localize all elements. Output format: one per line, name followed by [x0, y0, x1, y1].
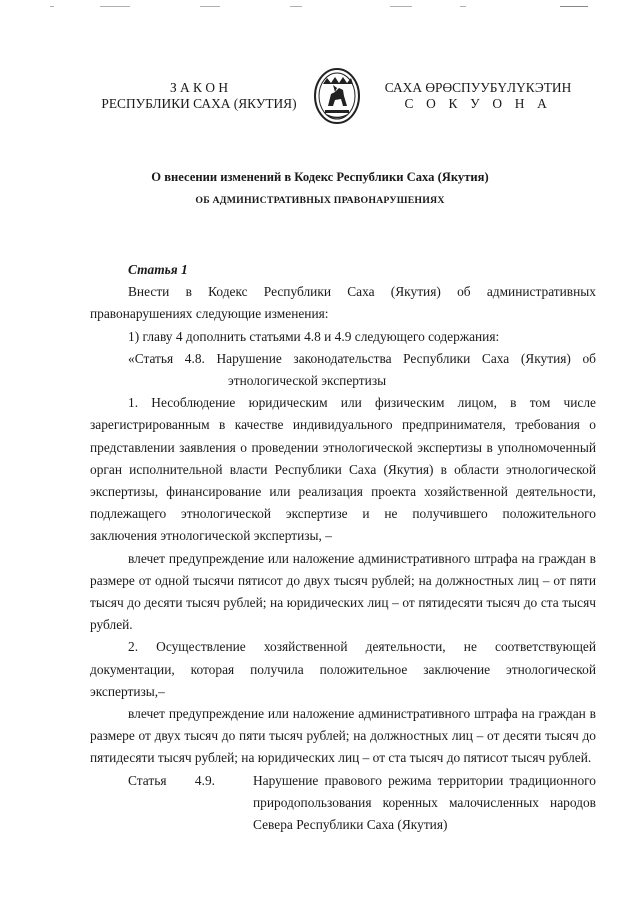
paragraph-intro-line1: Внести в Кодекс Республики Саха (Якутия) об административных: [128, 284, 596, 300]
header-left: [88, 80, 310, 112]
article-4-9-title: Нарушение правового режима территории традиционного природопользования коренных малочисленных народов Севера Республики Саха (Якутия): [253, 772, 596, 833]
paragraph-intro-line2: правонарушениях следующие изменения:: [90, 306, 329, 322]
article-4-8-heading-cont: этнологической экспертизы: [228, 373, 387, 389]
article-4-9-label: Статья 4.9.: [128, 772, 215, 788]
law-word-sakha: С О К У О Н А: [404, 96, 552, 111]
article-4-9-row: [90, 770, 596, 837]
republic-name-ru: РЕСПУБЛИКИ САХА (ЯКУТИЯ): [101, 96, 297, 111]
republic-name-sakha: САХА ӨРӨСПУУБҮЛҮКЭТИН: [384, 80, 572, 95]
paragraph-4-8-penalty2: влечет предупреждение или наложение административного штрафа на граждан в размере от двух тысяч до пяти тысяч рублей; на должностных лиц – от десяти тысяч до пятидесяти тысяч рублей; на юридических лиц – от ста тысяч до пятисот тысяч рублей.: [90, 706, 596, 766]
coat-of-arms-emblem: [313, 66, 361, 126]
header-right: [358, 80, 598, 112]
law-word: З А К О Н: [169, 80, 229, 95]
scan-artifacts: [40, 4, 600, 10]
paragraph-4-8-part2: 2. Осуществление хозяйственной деятельности, не соответствующей документации, которая получила положительное заключение этнологической экспертизы,–: [90, 639, 596, 699]
paragraph-amendment: 1) главу 4 дополнить статьями 4.8 и 4.9 следующего содержания:: [128, 328, 500, 344]
article-heading: Статья 1: [128, 262, 188, 277]
article-4-8-heading: «Статья 4.8. Нарушение законодательства Республики Саха (Якутия) об: [128, 350, 596, 366]
paragraph-4-8-penalty1: влечет предупреждение или наложение административного штрафа на граждан в размере от одной тысячи пятисот до двух тысяч рублей; на должностных лиц – от пяти тысяч до десяти тысяч рублей; на юридических лиц – от пятидесяти тысяч до ста тысяч рублей.: [90, 550, 596, 633]
paragraph-4-8-part1: 1. Несоблюдение юридическим или физическим лицом, в том числе зарегистрированным в качестве индивидуального предпринимателя, требования о представлении заявления о проведении этнологической экспертизы в уполномоченный орган исполнительной власти Республики Саха (Якутия) в области этнологической экспертизы, финансирование или реализация проекта хозяйственной деятельности, подлежащего этнологической экспертизе и не получившего положительного заключения этнологической экспертизы, –: [90, 395, 596, 544]
document-title: О внесении изменений в Кодекс Республики Саха (Якутия): [151, 170, 489, 184]
document-body: [90, 259, 596, 836]
document-subtitle: ОБ АДМИНИСТРАТИВНЫХ ПРАВОНАРУШЕНИЯХ: [195, 195, 445, 206]
